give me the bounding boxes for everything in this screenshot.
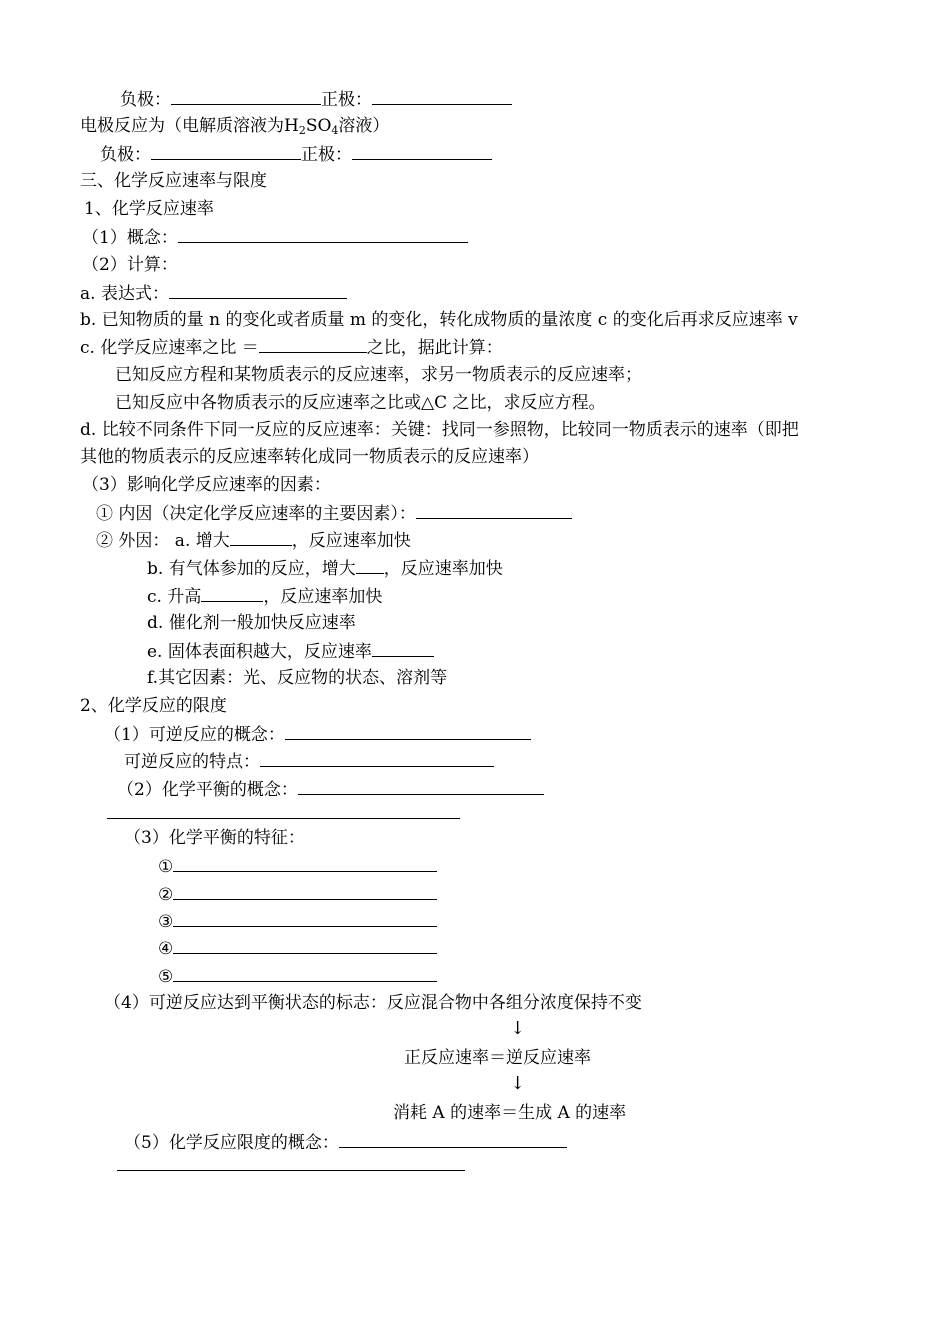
ext-c-blank[interactable]: [201, 584, 263, 602]
ext-d-line: d. 催化剂一般加快反应速率: [147, 613, 356, 633]
ext-b-line: [147, 556, 503, 581]
feature-blank-2[interactable]: [173, 882, 437, 900]
reversible-feature-blank[interactable]: [260, 749, 494, 767]
equilibrium-concept-label: （2）化学平衡的概念：: [117, 780, 298, 800]
factors-heading: （3）影响化学反应速率的因素：: [82, 475, 331, 495]
rate-heading: 1、化学反应速率: [84, 199, 214, 219]
positive-blank[interactable]: [372, 87, 512, 105]
limit-concept-blank[interactable]: [339, 1130, 567, 1148]
reversible-feature-label: 可逆反应的特点：: [124, 752, 260, 772]
limit-concept-label: （5）化学反应限度的概念：: [124, 1133, 339, 1153]
negative-label-2: 负极：: [100, 145, 151, 165]
marker-4: ④: [158, 939, 174, 959]
positive-blank-2[interactable]: [352, 142, 492, 160]
ext-f-line: f.其它因素：光、反应物的状态、溶剂等: [147, 668, 448, 688]
ratio-blank[interactable]: [259, 335, 367, 353]
ext-e-blank[interactable]: [372, 639, 434, 657]
ext-b-blank[interactable]: [356, 556, 384, 574]
internal-factor-line: [96, 501, 572, 526]
reversible-concept-blank[interactable]: [285, 722, 531, 740]
external-post: ，反应速率加快: [291, 531, 411, 551]
calc-c-line1: 已知反应方程和某物质表示的反应速率，求另一物质表示的反应速率；: [115, 365, 642, 385]
internal-blank[interactable]: [416, 501, 572, 519]
marker-5: ⑤: [158, 967, 174, 987]
concept-line: [82, 225, 468, 250]
feature-blank-4[interactable]: [173, 936, 437, 954]
marker-1: ①: [158, 857, 174, 877]
reaction-intro-end: 溶液）: [338, 116, 390, 136]
section3-heading: 三、化学反应速率与限度: [80, 171, 267, 191]
formula-h-sub: 2: [298, 124, 306, 137]
feature-item-2: [158, 882, 437, 907]
feature-item-1: [158, 854, 437, 879]
positive-label-2: 正极：: [301, 145, 352, 165]
ext-c-post: ，反应速率加快: [263, 587, 383, 607]
feature-item-5: [158, 964, 437, 989]
calc-b-line: b. 已知物质的量 n 的变化或者质量 m 的变化，转化成物质的量浓度 c 的变化后再求反应速率 v: [80, 310, 798, 330]
feature-item-3: [158, 909, 437, 934]
feature-blank-5[interactable]: [173, 964, 437, 982]
down-arrow-icon: ↓: [510, 1018, 526, 1039]
marker-3: ③: [158, 912, 174, 932]
formula-h: H: [284, 116, 299, 136]
equilibrium-sign-line: （4）可逆反应达到平衡状态的标志：反应混合物中各组分浓度保持不变: [104, 993, 642, 1013]
calc-c-pre: c. 化学反应速率之比 ＝: [80, 338, 259, 358]
calc-d-line2: 其他的物质表示的反应速率转化成同一物质表示的反应速率）: [80, 447, 539, 467]
external-a-blank[interactable]: [230, 528, 292, 546]
negative-electrode-line-2: [100, 142, 492, 167]
consumption-equality: 消耗 A 的速率＝生成 A 的速率: [393, 1103, 627, 1123]
marker-2: ②: [158, 885, 174, 905]
feature-blank-1[interactable]: [173, 854, 437, 872]
ext-b-post: ，反应速率加快: [383, 559, 503, 579]
limit-concept-line: [124, 1130, 567, 1155]
external-factor-line: [96, 528, 411, 553]
calc-c-line2: 已知反应中各物质表示的反应速率之比或△C 之比，求反应方程。: [115, 393, 606, 413]
negative-electrode-line: [120, 87, 512, 112]
negative-blank[interactable]: [171, 87, 321, 105]
ext-b-pre: b. 有气体参加的反应，增大: [147, 559, 356, 579]
equilibrium-concept-blank[interactable]: [298, 777, 544, 795]
equilibrium-concept-line: [117, 777, 544, 802]
down-arrow-icon-2: ↓: [510, 1073, 526, 1094]
formula-so: SO: [305, 116, 332, 136]
electrode-reaction-intro: [80, 114, 389, 143]
ext-c-line: [147, 584, 382, 609]
feature-item-4: [158, 936, 437, 961]
calc-heading: （2）计算：: [82, 255, 178, 275]
calc-a-line: [80, 281, 347, 306]
reversible-feature-line: [124, 749, 494, 774]
calc-c-post: 之比，据此计算：: [366, 338, 503, 358]
ext-c-pre: c. 升高: [147, 587, 202, 607]
reversible-concept-label: （1）可逆反应的概念：: [104, 725, 285, 745]
ext-e-label: e. 固体表面积越大，反应速率: [147, 642, 372, 662]
calc-c-line: [80, 335, 503, 360]
reaction-intro-text: 电极反应为（电解质溶液为: [80, 116, 284, 136]
rate-equality: 正反应速率＝逆反应速率: [404, 1048, 591, 1068]
external-pre: ② 外因： a. 增大: [96, 531, 230, 551]
calc-a-label: a. 表达式：: [80, 284, 169, 304]
feature-blank-3[interactable]: [173, 909, 437, 927]
limit-heading: 2、化学反应的限度: [80, 696, 227, 716]
equilibrium-features-heading: （3）化学平衡的特征：: [124, 828, 305, 848]
concept-blank[interactable]: [178, 225, 468, 243]
limit-concept-blank-2[interactable]: [117, 1170, 465, 1171]
positive-label: 正极：: [321, 90, 372, 110]
calc-d-line1: d. 比较不同条件下同一反应的反应速率：关键：找同一参照物，比较同一物质表示的速率（即把: [80, 420, 799, 440]
equilibrium-concept-blank-2[interactable]: [107, 818, 460, 819]
expression-blank[interactable]: [169, 281, 347, 299]
internal-label: ① 内因（决定化学反应速率的主要因素）：: [96, 504, 416, 524]
negative-label: 负极：: [120, 90, 171, 110]
negative-blank-2[interactable]: [151, 142, 301, 160]
ext-e-line: [147, 639, 434, 664]
concept-label: （1）概念：: [82, 228, 178, 248]
reversible-concept-line: [104, 722, 531, 747]
formula-so-sub: 4: [331, 124, 339, 137]
